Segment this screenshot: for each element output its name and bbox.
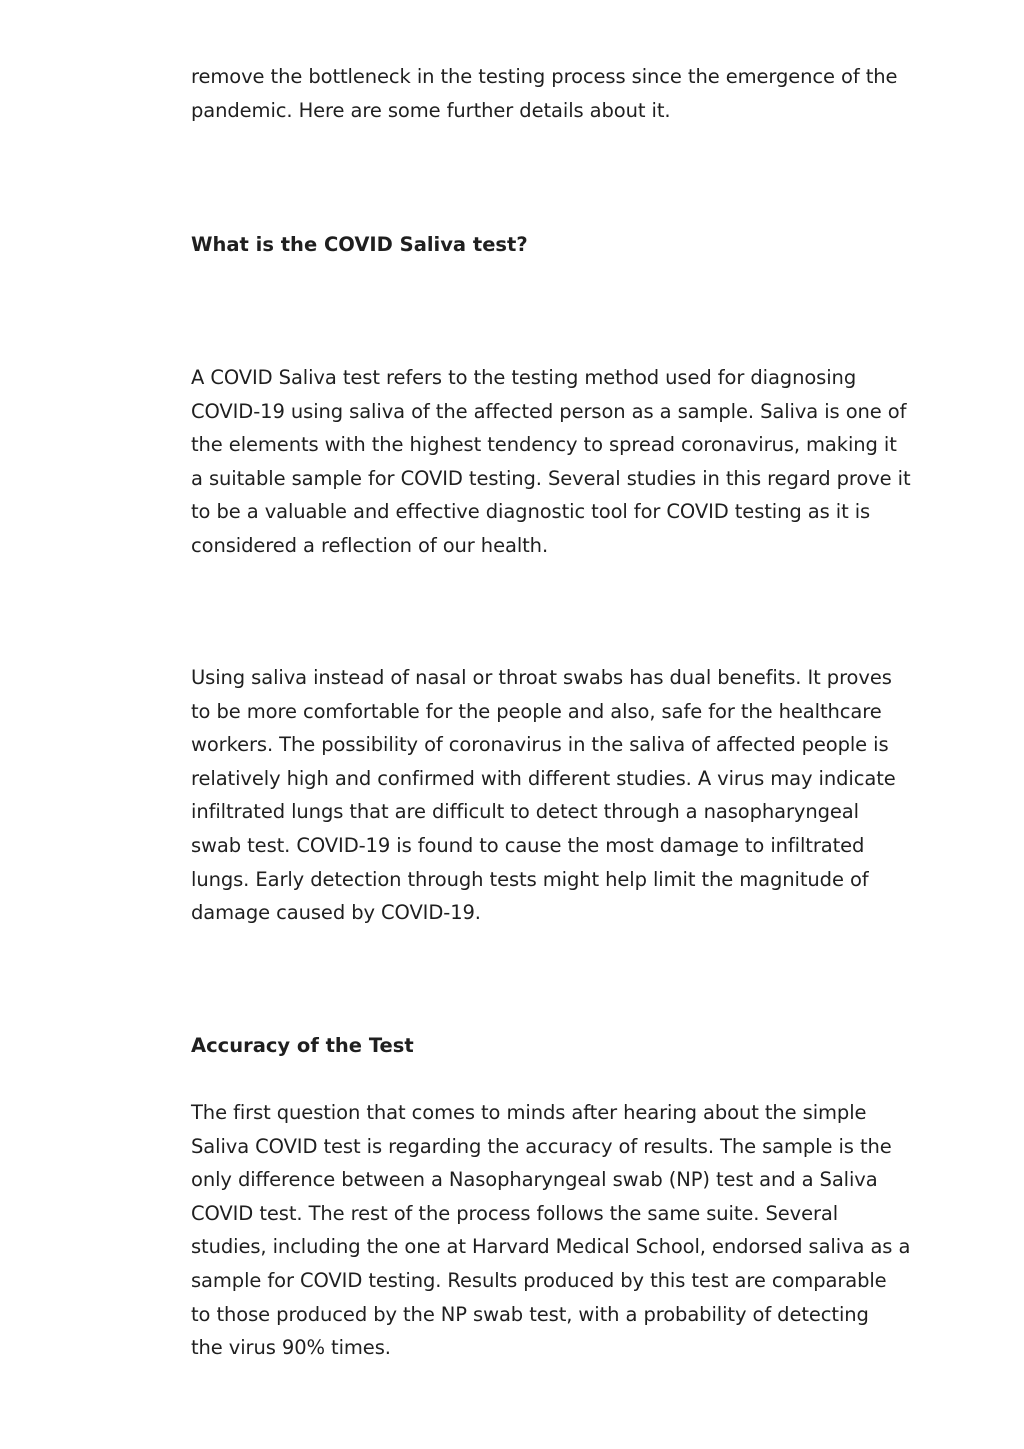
text-line: The first question that comes to minds after hearing about the simple (191, 1101, 867, 1124)
text-line: the elements with the highest tendency to spread coronavirus, making it (191, 433, 897, 457)
text-line: relatively high and confirmed with different studies. A virus may indicate (191, 766, 896, 790)
text-line: A COVID Saliva test refers to the testing method used for diagnosing (191, 366, 857, 389)
text-line: remove the bottleneck in the testing process since the emergence of the (191, 65, 898, 88)
text-line: lungs. Early detection through tests might help limit the magnitude of (191, 867, 869, 891)
text-line: to be a valuable and effective diagnostic tool for COVID testing as it is (191, 500, 871, 524)
accuracy-paragraph (191, 1096, 910, 1365)
text-line: Using saliva instead of nasal or throat swabs has dual benefits. It proves (191, 666, 892, 689)
text-line: studies, including the one at Harvard Medical School, endorsed saliva as a (191, 1235, 911, 1259)
text-line: swab test. COVID-19 is found to cause the most damage to infiltrated (191, 833, 865, 857)
text-line: considered a reflection of our health. (191, 533, 549, 557)
text-line: infiltrated lungs that are difficult to detect through a nasopharyngeal (191, 800, 859, 824)
text-line: a suitable sample for COVID testing. Several studies in this regard prove it (191, 466, 911, 490)
text-line: damage caused by COVID-19. (191, 901, 481, 925)
text-line: to be more comfortable for the people and also, safe for the healthcare (191, 699, 882, 723)
text-line: the virus 90% times. (191, 1336, 391, 1360)
section-heading-accuracy: Accuracy of the Test (191, 1034, 414, 1057)
text-line: workers. The possibility of coronavirus in the saliva of affected people is (191, 733, 889, 757)
definition-paragraph (191, 361, 911, 563)
text-line: COVID-19 using saliva of the affected person as a sample. Saliva is one of (191, 399, 907, 423)
section-heading-what: What is the COVID Saliva test? (191, 233, 528, 256)
text-line: COVID test. The rest of the process follows the same suite. Several (191, 1201, 839, 1225)
intro-paragraph (191, 60, 897, 127)
text-line: to those produced by the NP swab test, with a probability of detecting (191, 1302, 869, 1326)
benefits-paragraph (191, 661, 896, 930)
text-line: pandemic. Here are some further details about it. (191, 98, 671, 122)
text-line: sample for COVID testing. Results produced by this test are comparable (191, 1268, 887, 1292)
text-line: only difference between a Nasopharyngeal swab (NP) test and a Saliva (191, 1168, 878, 1192)
text-line: Saliva COVID test is regarding the accuracy of results. The sample is the (191, 1134, 892, 1158)
